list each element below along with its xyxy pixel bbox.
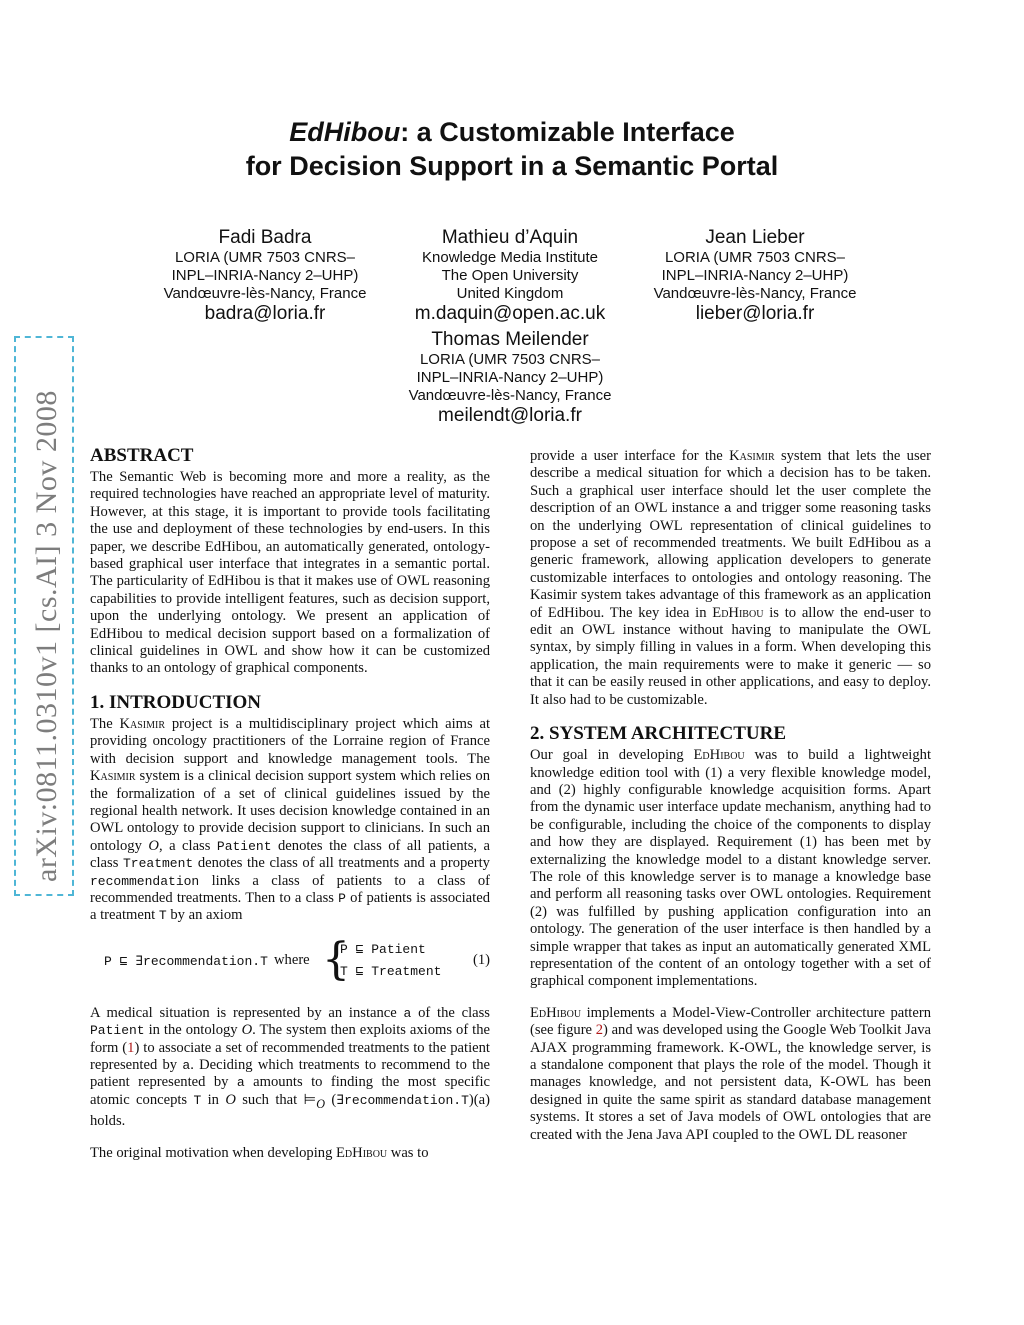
code-t: T	[158, 908, 167, 924]
title-line2: for Decision Support in a Semantic Portal	[245, 151, 779, 181]
author-email[interactable]: m.daquin@open.ac.uk	[414, 303, 606, 324]
author-email[interactable]: meilendt@loria.fr	[438, 405, 582, 426]
equation-reference-link[interactable]: 1	[127, 1039, 135, 1056]
author-name: Thomas Meilender	[431, 329, 589, 350]
ontology-symbol: O	[148, 837, 159, 854]
code-treatment: Treatment	[122, 856, 194, 872]
paper-title	[0, 115, 1024, 183]
author-affiliation-3: Vandœuvre-lès-Nancy, France	[653, 285, 857, 302]
author-affiliation-1: Knowledge Media Institute	[422, 249, 598, 266]
equation-1	[90, 935, 490, 991]
ontology-symbol: O	[225, 1091, 236, 1108]
author-affiliation-2: INPL–INRIA-Nancy 2–UHP)	[416, 369, 604, 386]
author-block-meilender	[375, 329, 645, 427]
author-affiliation-3: Vandœuvre-lès-Nancy, France	[163, 285, 367, 302]
equation-where: where	[274, 951, 310, 968]
intro-paragraph-3: The original motivation when developing EdHibou was to	[90, 1144, 429, 1161]
author-affiliation-2: The Open University	[441, 267, 579, 284]
figure-reference-link[interactable]: 2	[595, 1022, 604, 1039]
arxiv-identifier[interactable]: arXiv:0811.0310v1 [cs.AI] 3 Nov 2008	[30, 390, 63, 882]
author-affiliation-2: INPL–INRIA-Nancy 2–UHP)	[661, 267, 849, 284]
author-affiliation-3: United Kingdom	[456, 285, 564, 302]
title-system-name: EdHibou	[289, 117, 401, 147]
edhibou-name: EdHibou	[336, 1144, 388, 1161]
author-affiliation-1: LORIA (UMR 7503 CNRS–	[664, 249, 846, 266]
author-affiliation-1: LORIA (UMR 7503 CNRS–	[419, 351, 601, 368]
author-affiliation-1: LORIA (UMR 7503 CNRS–	[174, 249, 356, 266]
equation-cases	[340, 939, 441, 983]
right-paragraph-1: provide a user interface for the Kasimir system that lets the user describe a medical situation for which a decision has to be taken. Such a graphical user interface should let the user complete the description of an OWL instance a and trigger some reasoning tasks on the underlying OWL representation of clinical guidelines to propose a set of recommended treatments. We built EdHibou as a generic framework, allowing application developers to generate customizable interfaces to ontologies and ontology reasoning. The Kasimir system takes advantage of this framework as an application of EdHibou. The key idea in EdHibou is to allow the end-user to edit an OWL instance without having to manipulate the OWL syntax, by simply filling in values in a form. When developing this application, the main requirements were to make it generic — so that it can be easily reused in other applications, and easy to deploy. It also had to be customizable.	[530, 448, 931, 708]
author-name: Fadi Badra	[218, 227, 312, 248]
kasimir-name: Kasimir	[90, 768, 136, 785]
title-line1-rest: : a Customizable Interface	[400, 117, 735, 147]
left-column	[90, 445, 490, 1162]
author-affiliation-3: Vandœuvre-lès-Nancy, France	[408, 387, 612, 404]
kasimir-name: Kasimir	[729, 448, 775, 464]
author-email[interactable]: badra@loria.fr	[204, 303, 326, 324]
system-architecture-heading: 2. SYSTEM ARCHITECTURE	[530, 723, 787, 745]
edhibou-name: EdHibou	[693, 747, 745, 764]
code-patient: Patient	[216, 838, 272, 854]
system-paragraph-1: Our goal in developing EdHibou was to build a lightweight knowledge edition tool with (1) a very flexible knowledge model, and (2) highly configurable knowledge acquisition forms. Apart from the dynamic user interface update mechanism, anything had to be configurable, including the choice of the components to display and how they are displayed. Requirement (1) has been met by externalizing the knowledge model to a distant knowledge server. The role of this knowledge server is to manage a knowledge base and perform all reasoning tasks over OWL ontologies. Requirement (2) was fulfilled by pushing application configuration into an ontology. The generation of the user interface is then handled by a simple wrapper that takes as input an automatically generated XML representation of the content of an ontology together with a set of graphical component implementations.	[530, 747, 931, 990]
equation-case-2: T ⊑ Treatment	[340, 963, 442, 979]
system-paragraph-2: EdHibou implements a Model-View-Controller architecture pattern (see figure 2) and was developed using the Google Web Toolkit Java AJAX programming framework. K-OWL, the knowledge server, is a standalone component that plays the role of the model. Though it manages knowledge, and not persistent data, K-OWL has been designed in quite the same spirit as standard database management systems. It stores a set of Java models of OWL ontologies that are created with the Jena Java API coupled to the OWL DL reasoner	[530, 1004, 931, 1143]
author-name: Jean Lieber	[705, 227, 805, 248]
code-p: P	[338, 890, 346, 906]
author-email[interactable]: lieber@loria.fr	[695, 303, 815, 324]
introduction-heading: 1. INTRODUCTION	[90, 691, 262, 713]
edhibou-name: EdHibou	[712, 604, 764, 621]
author-name: Mathieu d’Aquin	[441, 227, 579, 248]
equation-case-1: P ⊑ Patient	[340, 941, 426, 957]
edhibou-name: EdHibou	[530, 1004, 582, 1021]
abstract-heading: ABSTRACT	[90, 445, 194, 466]
kasimir-name: Kasimir	[119, 715, 166, 732]
code-patient: Patient	[90, 1023, 145, 1039]
author-affiliation-2: INPL–INRIA-Nancy 2–UHP)	[171, 267, 359, 284]
entailment-symbol: ⊨	[303, 1091, 317, 1108]
code-recommendation: recommendation	[90, 873, 200, 889]
right-column	[530, 448, 931, 1144]
abstract-text: The Semantic Web is becoming more and more a reality, as the required technologies have reached an appropriate level of maturity. However, at this stage, it is important to provide tools facilitating the use and deployment of these technologies by end-users. In this paper, we describe EdHibou, an automatically generated, ontology-based graphical user interface that integrates in a semantic portal. The particularity of EdHibou is that it makes use of OWL reasoning capabilities to provide intelligent features, such as decision support, upon the underlying ontology. We present an application of EdHibou to medical decision support based on a formalization of clinical guidelines in OWL and show how it can be customized thanks to an ontology of graphical components.	[90, 469, 490, 677]
author-block-lieber	[620, 227, 890, 325]
equation-axiom: P ⊑ ∃recommendation.T	[104, 953, 268, 969]
equation-brace: {	[322, 933, 350, 985]
intro-paragraph-1: The Kasimir project is a multidisciplinary project which aims at providing oncology practitioners of the Lorraine region of France with decision support and knowledge management tools. The Kasimir system is a clinical decision support system which relies on the formalization of a set of clinical guidelines issued by the regional health network. It uses decision knowledge contained in an OWL ontology to provide decision support to clinicians. In such an ontology O, a class Patient denotes the class of all patients, a class Treatment denotes the class of all treatments and a property recommendation links a class of patients to a class of recommended treatments. Then to a class P of patients is associated a treatment T by an axiom	[90, 715, 491, 924]
intro-paragraph-2: A medical situation is represented by an instance a of the class Patient in the ontology O. The system then exploits axioms of the form (1) to associate a set of recommended treatments to the patient represented by a. Deciding which treatments to recommend to the patient represented by a amounts to finding the most specific atomic concepts T in O such that $⊨_O$ (∃recommendation.T)(a) holds.	[90, 1004, 490, 1130]
ontology-symbol: O	[241, 1022, 253, 1039]
author-block-daquin	[375, 227, 645, 325]
author-block-badra	[130, 227, 400, 325]
equation-number: (1)	[472, 951, 490, 968]
